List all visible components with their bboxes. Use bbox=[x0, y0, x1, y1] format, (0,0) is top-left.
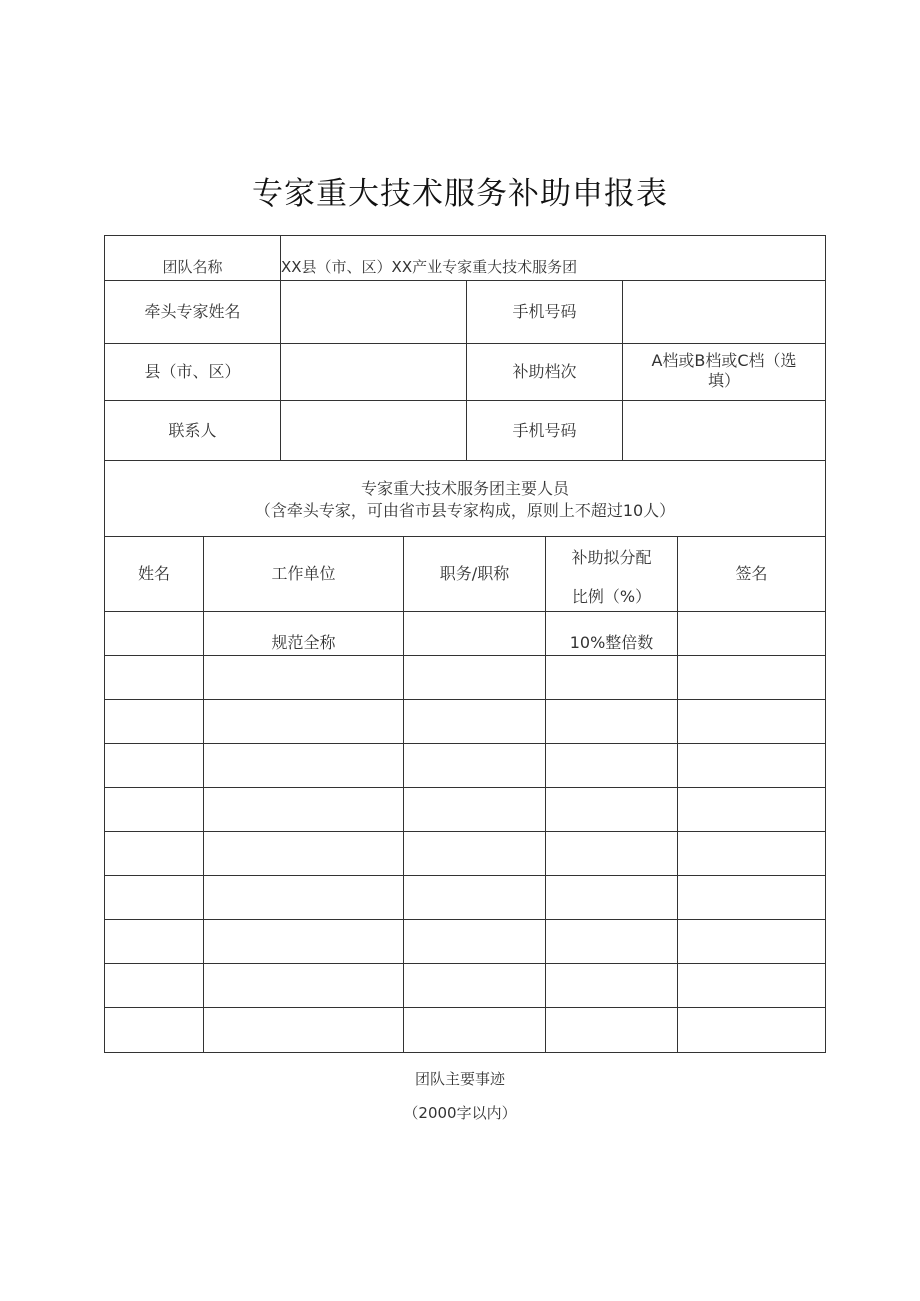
table-border-bottom bbox=[104, 1052, 826, 1053]
members-note: （含牵头专家，可由省市县专家构成，原则上不超过10人） bbox=[254, 500, 676, 520]
team-achievements-limit: （2000字以内） bbox=[403, 1104, 517, 1122]
subsidy-level-label: 补助档次 bbox=[512, 362, 577, 381]
members-title: 专家重大技术服务团主要人员 bbox=[360, 478, 569, 498]
member-row-1-ratio[interactable]: 10%整倍数 bbox=[569, 633, 654, 652]
header-subsidy-ratio-line1: 补助拟分配 bbox=[571, 548, 652, 567]
subsidy-level-field[interactable] bbox=[623, 344, 825, 400]
table-rule bbox=[104, 1007, 826, 1008]
table-border-right bbox=[825, 235, 826, 1053]
header-signature: 签名 bbox=[735, 564, 768, 583]
county-label: 县（市、区） bbox=[144, 362, 241, 381]
subsidy-level-option-line1: A档或B档或C档（选 bbox=[651, 351, 797, 370]
contact-phone-label: 手机号码 bbox=[512, 420, 577, 440]
header-subsidy-ratio bbox=[546, 537, 677, 611]
members-section-heading bbox=[105, 461, 825, 536]
team-achievements-heading: 团队主要事迹 bbox=[414, 1070, 505, 1088]
contact-field[interactable] bbox=[281, 401, 466, 460]
table-rule bbox=[104, 787, 826, 788]
table-rule bbox=[104, 875, 826, 876]
contact-label: 联系人 bbox=[168, 420, 217, 440]
table-rule bbox=[104, 655, 826, 656]
member-row-1-unit[interactable]: 规范全称 bbox=[271, 633, 336, 652]
table-rule bbox=[104, 919, 826, 920]
member-row-1-signature[interactable] bbox=[678, 612, 825, 655]
lead-expert-phone-label: 手机号码 bbox=[512, 302, 577, 321]
table-rule bbox=[104, 831, 826, 832]
header-subsidy-ratio-line2: 比例（%） bbox=[571, 587, 652, 606]
header-work-unit: 工作单位 bbox=[271, 564, 336, 583]
lead-expert-field[interactable] bbox=[281, 281, 466, 343]
header-name: 姓名 bbox=[137, 564, 170, 583]
table-rule bbox=[104, 699, 826, 700]
lead-expert-label: 牵头专家姓名 bbox=[144, 302, 241, 321]
county-field[interactable] bbox=[281, 344, 466, 400]
header-position-title: 职务/职称 bbox=[439, 564, 510, 583]
page-title: 专家重大技术服务补助申报表 bbox=[252, 176, 668, 212]
lead-expert-phone-field[interactable] bbox=[623, 281, 825, 343]
table-rule bbox=[104, 743, 826, 744]
team-name-label: 团队名称 bbox=[162, 258, 223, 276]
team-name-value: XX县（市、区）XX产业专家重大技术服务团 bbox=[281, 258, 578, 276]
subsidy-level-option-line2: 填） bbox=[707, 371, 740, 390]
contact-phone-field[interactable] bbox=[623, 401, 825, 460]
table-rule bbox=[104, 963, 826, 964]
member-row-1-title[interactable] bbox=[404, 612, 545, 655]
member-row-1-name[interactable] bbox=[105, 612, 203, 655]
